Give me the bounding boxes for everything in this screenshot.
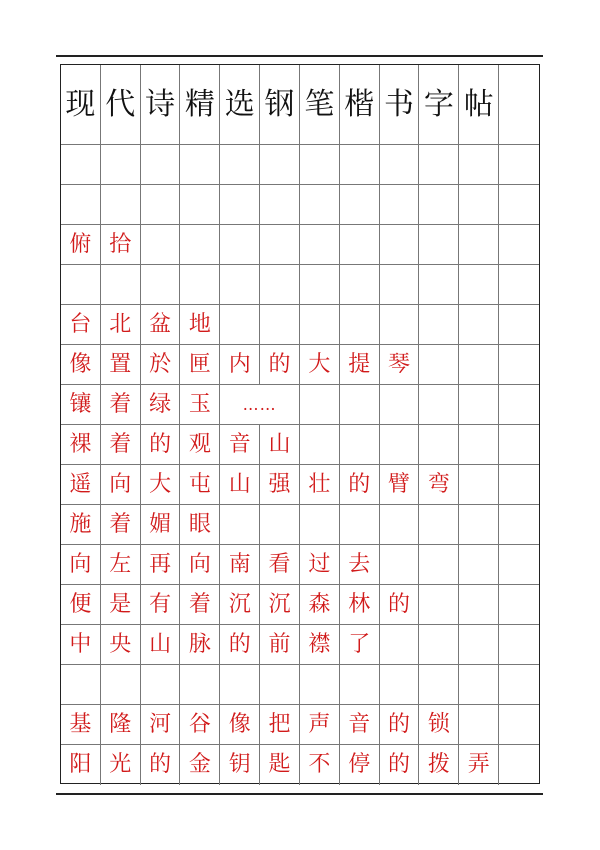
title-char-cell: [499, 65, 539, 145]
empty-cell: [180, 185, 220, 225]
empty-cell: [459, 505, 499, 545]
empty-cell: [61, 185, 101, 225]
char-cell: 声: [300, 705, 340, 745]
practice-line: [61, 545, 539, 585]
char-cell: 施: [61, 505, 101, 545]
char-cell: 锁: [419, 705, 459, 745]
empty-cell: [141, 185, 181, 225]
empty-cell: [300, 425, 340, 465]
practice-line: [61, 225, 539, 265]
empty-cell: [380, 505, 420, 545]
title-char-cell: 精: [180, 65, 220, 145]
bottom-rule: [56, 793, 543, 795]
title-char-cell: 选: [220, 65, 260, 145]
char-cell: 不: [300, 745, 340, 785]
empty-cell: [499, 265, 539, 305]
empty-cell: [260, 145, 300, 185]
empty-cell: [459, 545, 499, 585]
char-cell: 玉: [180, 385, 220, 425]
empty-cell: [459, 305, 499, 345]
char-cell: 内: [220, 345, 260, 385]
empty-cell: [459, 225, 499, 265]
char-cell: 北: [101, 305, 141, 345]
empty-cell: [380, 385, 420, 425]
empty-cell: [340, 265, 380, 305]
empty-cell: [220, 505, 260, 545]
char-cell: 观: [180, 425, 220, 465]
char-cell: 盆: [141, 305, 181, 345]
title-char-cell: 楷: [340, 65, 380, 145]
char-cell: 的: [380, 705, 420, 745]
empty-cell: [260, 665, 300, 705]
char-cell: 拾: [101, 225, 141, 265]
char-cell: 屯: [180, 465, 220, 505]
empty-cell: [459, 145, 499, 185]
ellipsis-cell: ……: [220, 385, 300, 425]
char-cell: 了: [340, 625, 380, 665]
empty-cell: [419, 385, 459, 425]
empty-cell: [220, 145, 260, 185]
empty-cell: [380, 145, 420, 185]
empty-cell: [180, 265, 220, 305]
title-char-cell: 现: [61, 65, 101, 145]
empty-cell: [141, 665, 181, 705]
empty-cell: [300, 185, 340, 225]
char-cell: 的: [340, 465, 380, 505]
char-cell: 媚: [141, 505, 181, 545]
empty-cell: [499, 185, 539, 225]
char-cell: 便: [61, 585, 101, 625]
empty-cell: [419, 265, 459, 305]
char-cell: 的: [220, 625, 260, 665]
top-rule: [56, 55, 543, 57]
char-cell: 音: [220, 425, 260, 465]
empty-cell: [380, 545, 420, 585]
empty-cell: [380, 185, 420, 225]
char-cell: 弄: [459, 745, 499, 785]
empty-cell: [340, 225, 380, 265]
char-cell: 的: [380, 745, 420, 785]
char-cell: 山: [141, 625, 181, 665]
char-cell: 的: [260, 345, 300, 385]
char-cell: 钥: [220, 745, 260, 785]
char-cell: 着: [101, 385, 141, 425]
empty-cell: [340, 505, 380, 545]
empty-cell: [459, 625, 499, 665]
empty-cell: [101, 265, 141, 305]
char-cell: 向: [101, 465, 141, 505]
empty-cell: [260, 265, 300, 305]
char-cell: 去: [340, 545, 380, 585]
char-cell: 河: [141, 705, 181, 745]
empty-cell: [459, 345, 499, 385]
title-char-cell: 诗: [141, 65, 181, 145]
empty-cell: [260, 305, 300, 345]
empty-cell: [419, 425, 459, 465]
empty-cell: [61, 145, 101, 185]
char-cell: 左: [101, 545, 141, 585]
char-cell: 眼: [180, 505, 220, 545]
char-cell: 有: [141, 585, 181, 625]
char-cell: 地: [180, 305, 220, 345]
empty-cell: [61, 265, 101, 305]
empty-cell: [180, 145, 220, 185]
char-cell: 遥: [61, 465, 101, 505]
char-cell: 过: [300, 545, 340, 585]
empty-cell: [419, 625, 459, 665]
char-cell: 强: [260, 465, 300, 505]
practice-line: [61, 585, 539, 625]
char-cell: 山: [220, 465, 260, 505]
char-cell: 光: [101, 745, 141, 785]
empty-cell: [340, 665, 380, 705]
empty-cell: [499, 305, 539, 345]
char-cell: 央: [101, 625, 141, 665]
char-cell: 隆: [101, 705, 141, 745]
empty-cell: [260, 185, 300, 225]
empty-cell: [101, 145, 141, 185]
practice-line: [61, 185, 539, 225]
char-cell: 大: [141, 465, 181, 505]
empty-cell: [340, 145, 380, 185]
empty-cell: [340, 425, 380, 465]
char-cell: 基: [61, 705, 101, 745]
empty-cell: [220, 665, 260, 705]
char-cell: 匙: [260, 745, 300, 785]
char-cell: 沉: [220, 585, 260, 625]
empty-cell: [340, 305, 380, 345]
empty-cell: [499, 705, 539, 745]
char-cell: 琴: [380, 345, 420, 385]
practice-line: [61, 705, 539, 745]
empty-cell: [260, 225, 300, 265]
practice-line: [61, 145, 539, 185]
empty-cell: [419, 505, 459, 545]
empty-cell: [419, 145, 459, 185]
title-char-cell: 代: [101, 65, 141, 145]
char-cell: 拨: [419, 745, 459, 785]
empty-cell: [419, 545, 459, 585]
empty-cell: [459, 665, 499, 705]
empty-cell: [459, 265, 499, 305]
empty-cell: [499, 745, 539, 785]
empty-cell: [220, 185, 260, 225]
empty-cell: [220, 305, 260, 345]
empty-cell: [300, 225, 340, 265]
empty-cell: [459, 185, 499, 225]
char-cell: 的: [141, 425, 181, 465]
char-cell: 壮: [300, 465, 340, 505]
practice-line: [61, 665, 539, 705]
empty-cell: [499, 465, 539, 505]
char-cell: 裸: [61, 425, 101, 465]
char-cell: 襟: [300, 625, 340, 665]
char-cell: 提: [340, 345, 380, 385]
char-cell: 脉: [180, 625, 220, 665]
empty-cell: [300, 505, 340, 545]
char-cell: 匣: [180, 345, 220, 385]
empty-cell: [380, 265, 420, 305]
char-cell: 向: [180, 545, 220, 585]
empty-cell: [380, 665, 420, 705]
empty-cell: [499, 385, 539, 425]
char-cell: 阳: [61, 745, 101, 785]
empty-cell: [141, 225, 181, 265]
char-cell: 中: [61, 625, 101, 665]
empty-cell: [101, 185, 141, 225]
char-cell: 谷: [180, 705, 220, 745]
practice-line: [61, 425, 539, 465]
empty-cell: [499, 425, 539, 465]
practice-line: [61, 385, 539, 425]
empty-cell: [419, 585, 459, 625]
empty-cell: [499, 345, 539, 385]
empty-cell: [459, 585, 499, 625]
empty-cell: [300, 305, 340, 345]
empty-cell: [220, 225, 260, 265]
empty-cell: [380, 625, 420, 665]
char-cell: 置: [101, 345, 141, 385]
char-cell: 着: [101, 505, 141, 545]
char-cell: 弯: [419, 465, 459, 505]
practice-line: [61, 745, 539, 785]
empty-cell: [419, 665, 459, 705]
empty-cell: [300, 265, 340, 305]
char-cell: 镶: [61, 385, 101, 425]
char-cell: 绿: [141, 385, 181, 425]
practice-line: [61, 345, 539, 385]
empty-cell: [101, 665, 141, 705]
char-cell: 臂: [380, 465, 420, 505]
char-cell: 於: [141, 345, 181, 385]
empty-cell: [499, 545, 539, 585]
empty-cell: [180, 225, 220, 265]
empty-cell: [220, 265, 260, 305]
empty-cell: [180, 665, 220, 705]
empty-cell: [300, 665, 340, 705]
char-cell: 沉: [260, 585, 300, 625]
practice-line: [61, 265, 539, 305]
empty-cell: [141, 265, 181, 305]
title-char-cell: 书: [380, 65, 420, 145]
empty-cell: [419, 225, 459, 265]
char-cell: 俯: [61, 225, 101, 265]
char-cell: 金: [180, 745, 220, 785]
char-cell: 的: [380, 585, 420, 625]
empty-cell: [260, 505, 300, 545]
char-cell: 再: [141, 545, 181, 585]
empty-cell: [419, 305, 459, 345]
empty-cell: [300, 145, 340, 185]
title-char-cell: 帖: [459, 65, 499, 145]
char-cell: 林: [340, 585, 380, 625]
empty-cell: [141, 145, 181, 185]
char-cell: 是: [101, 585, 141, 625]
char-cell: 像: [220, 705, 260, 745]
practice-line: [61, 505, 539, 545]
char-cell: 台: [61, 305, 101, 345]
empty-cell: [380, 305, 420, 345]
char-cell: 着: [180, 585, 220, 625]
practice-line: [61, 625, 539, 665]
empty-cell: [499, 225, 539, 265]
char-cell: 停: [340, 745, 380, 785]
char-cell: 把: [260, 705, 300, 745]
char-cell: 大: [300, 345, 340, 385]
empty-cell: [459, 385, 499, 425]
char-cell: 南: [220, 545, 260, 585]
empty-cell: [499, 145, 539, 185]
char-cell: 山: [260, 425, 300, 465]
empty-cell: [499, 585, 539, 625]
practice-line: [61, 465, 539, 505]
char-cell: 森: [300, 585, 340, 625]
practice-grid: [60, 64, 540, 784]
empty-cell: [459, 465, 499, 505]
char-cell: 音: [340, 705, 380, 745]
char-cell: 看: [260, 545, 300, 585]
empty-cell: [340, 385, 380, 425]
title-char-cell: 钢: [260, 65, 300, 145]
title-char-cell: 笔: [300, 65, 340, 145]
title-char-cell: 字: [419, 65, 459, 145]
empty-cell: [340, 185, 380, 225]
empty-cell: [300, 385, 340, 425]
char-cell: 前: [260, 625, 300, 665]
char-cell: 向: [61, 545, 101, 585]
empty-cell: [61, 665, 101, 705]
title-row: [61, 65, 539, 145]
empty-cell: [419, 345, 459, 385]
empty-cell: [499, 505, 539, 545]
empty-cell: [459, 705, 499, 745]
empty-cell: [380, 225, 420, 265]
char-cell: 像: [61, 345, 101, 385]
practice-line: [61, 305, 539, 345]
empty-cell: [459, 425, 499, 465]
char-cell: 的: [141, 745, 181, 785]
empty-cell: [380, 425, 420, 465]
empty-cell: [499, 665, 539, 705]
empty-cell: [499, 625, 539, 665]
char-cell: 着: [101, 425, 141, 465]
empty-cell: [419, 185, 459, 225]
